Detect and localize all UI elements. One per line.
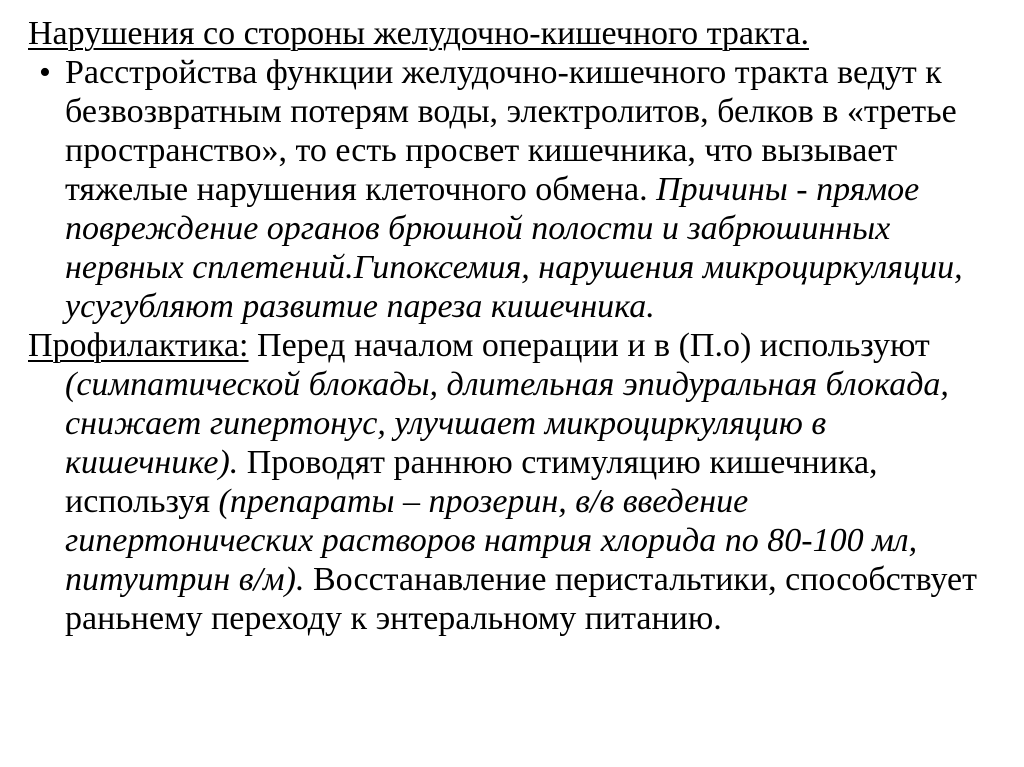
prophylaxis-text-regular-3: Восстанавление перистальтики, способствует раньнему переходу к энтеральному питанию.: [65, 561, 977, 637]
prophylaxis-text-italic-2: (препараты – прозерин, в/в введение гипертонических растворов натрия хлорида по 80-100 мл, питуитрин в/м).: [65, 483, 918, 598]
bullet-paragraph: [65, 53, 992, 326]
bullet-text-regular: Расстройства функции желудочно-кишечного тракта ведут к безвозвратным потерям воды, электролитов, белков в «третье пространство», то есть просвет кишечника, что вызывает тяжелые нарушения клеточного обмена.: [65, 54, 957, 208]
bullet-item: [28, 53, 992, 326]
bullet-marker-icon: •: [39, 54, 51, 91]
bullet-text-italic: Причины - прямое повреждение органов брюшной полости и забрюшинных нервных сплетений.Гипоксемия, нарушения микроциркуляции, усугубляют развитие пареза кишечника.: [65, 171, 963, 325]
prophylaxis-text-regular-1: Перед началом операции и в (П.о) используют: [248, 327, 930, 364]
prophylaxis-text-regular-2: Проводят раннюю стимуляцию кишечника, используя: [65, 444, 878, 520]
prophylaxis-label: Профилактика:: [28, 327, 249, 364]
slide-title: Нарушения со стороны желудочно-кишечного тракта.: [28, 15, 809, 52]
prophylaxis-text-italic-1: (симпатической блокады, длительная эпидуральная блокада, снижает гипертонус, улучшает микроциркуляцию в кишечнике).: [65, 366, 949, 481]
prophylaxis-paragraph: [28, 326, 992, 638]
